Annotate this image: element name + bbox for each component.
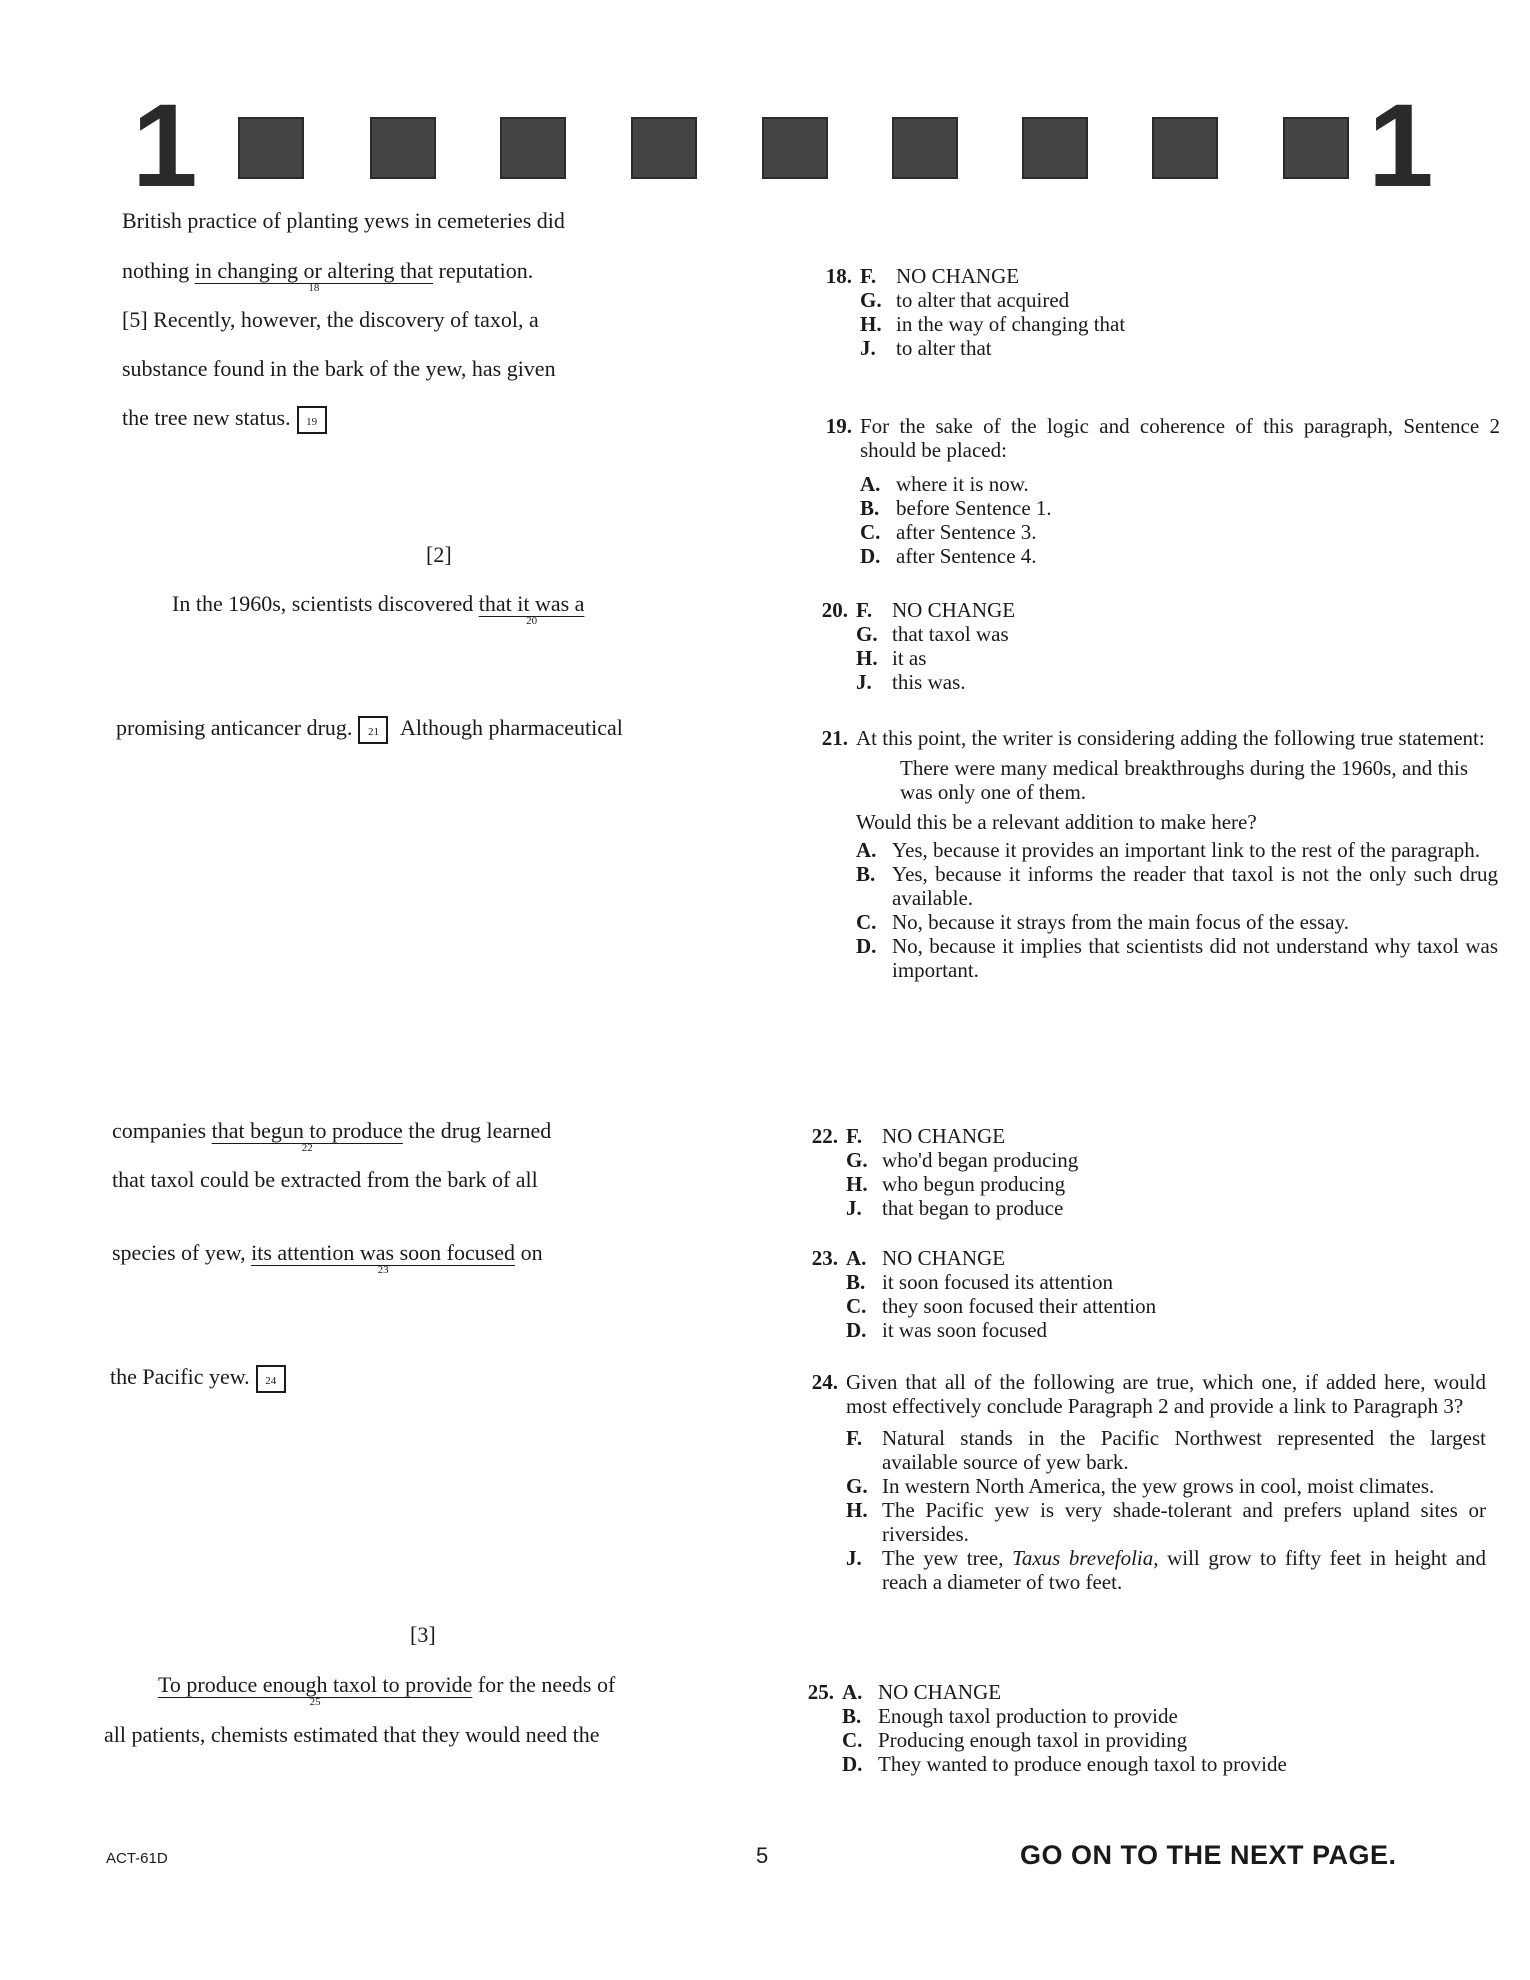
question-box-24[interactable]: 24 (256, 1365, 286, 1393)
header-square (1022, 117, 1088, 179)
answer-option[interactable]: D. No, because it implies that scientists did not understand why taxol was important. (856, 934, 1498, 982)
answer-option[interactable]: B. Yes, because it informs the reader that taxol is not the only such drug available. (856, 862, 1498, 910)
underline-number: 20 (526, 615, 538, 627)
header-square (1152, 117, 1218, 179)
question-number: 20. (821, 598, 848, 622)
passage-line: To produce enough taxol to provide 25 for the needs of (158, 1672, 616, 1708)
header-square (892, 117, 958, 179)
question-stem: At this point, the writer is considering adding the following true statement: (856, 726, 1485, 750)
answer-option[interactable]: F. NO CHANGE (856, 598, 1016, 622)
question-prompt: Would this be a relevant addition to make here? (856, 810, 1257, 834)
underline-number: 25 (309, 1696, 321, 1708)
header-square (238, 117, 304, 179)
answer-option[interactable]: J. The yew tree, Taxus brevefolia, will grow to fifty feet in height and reach a diameter of two feet. (846, 1546, 1487, 1594)
question-box-19[interactable]: 19 (297, 406, 327, 434)
underline-number: 23 (377, 1264, 389, 1276)
answer-option[interactable]: B. it soon focused its attention (846, 1270, 1113, 1294)
answer-option[interactable]: G. In western North America, the yew grows in cool, moist climates. (846, 1474, 1435, 1498)
passage-line: promising anticancer drug. 21 Although pharmaceutical (116, 715, 623, 744)
underlined-portion-20[interactable]: that it was a 20 (478, 591, 585, 627)
quoted-statement: There were many medical breakthroughs during the 1960s, and this was only one of them. (900, 756, 1468, 804)
answer-option[interactable]: J. that began to produce (846, 1196, 1064, 1220)
header-square (370, 117, 436, 179)
passage-line: British practice of planting yews in cemeteries did (122, 208, 565, 233)
question-number: 21. (821, 726, 848, 750)
answer-option[interactable]: B. Enough taxol production to provide (842, 1704, 1178, 1728)
passage-line: the tree new status. 19 (122, 405, 327, 434)
next-page-instruction: GO ON TO THE NEXT PAGE. (1020, 1840, 1397, 1870)
answer-option[interactable]: A. where it is now. (860, 472, 1029, 496)
header-square (1283, 117, 1349, 179)
answer-option[interactable]: G. that taxol was (856, 622, 1009, 646)
answer-option[interactable]: A. Yes, because it provides an important link to the rest of the paragraph. (856, 838, 1481, 862)
question-stem: Given that all of the following are true, which one, if added here, would most effectively conclude Paragraph 2 and provide a link to Paragraph 3? (846, 1370, 1486, 1418)
answer-option[interactable]: H. in the way of changing that (860, 312, 1126, 336)
header-square (631, 117, 697, 179)
underlined-portion-25[interactable]: To produce enough taxol to provide 25 (158, 1672, 473, 1708)
answer-option[interactable]: D. after Sentence 4. (860, 544, 1037, 568)
question-number: 18. (825, 264, 852, 288)
paragraph-label-3: [3] (410, 1622, 436, 1647)
answer-option[interactable]: C. after Sentence 3. (860, 520, 1037, 544)
answer-option[interactable]: H. The Pacific yew is very shade-tolerant and prefers upland sites or riversides. (846, 1498, 1486, 1546)
answer-option[interactable]: H. it as (856, 646, 927, 670)
question-number: 22. (811, 1124, 838, 1148)
underline-number: 22 (301, 1142, 313, 1154)
answer-option[interactable]: G. who'd began producing (846, 1148, 1079, 1172)
underline-number: 18 (308, 282, 320, 294)
answer-option[interactable]: F. NO CHANGE (846, 1124, 1006, 1148)
passage-line: all patients, chemists estimated that they would need the (104, 1722, 600, 1747)
passage-line: In the 1960s, scientists discovered that it was a 20 (172, 591, 585, 627)
answer-option[interactable]: J. this was. (856, 670, 966, 694)
underlined-portion-23[interactable]: its attention was soon focused 23 (251, 1240, 516, 1276)
answer-option[interactable]: F. NO CHANGE (860, 264, 1020, 288)
header-square (762, 117, 828, 179)
header-square (500, 117, 566, 179)
question-number: 19. (825, 414, 852, 438)
passage-line: substance found in the bark of the yew, has given (122, 356, 556, 381)
answer-option[interactable]: F. Natural stands in the Pacific Northwest represented the largest available source of yew bark. (846, 1426, 1486, 1474)
question-number: 24. (811, 1370, 838, 1394)
passage-line: nothing in changing or altering that 18 reputation. (122, 258, 534, 294)
answer-option[interactable]: D. it was soon focused (846, 1318, 1048, 1342)
answer-option[interactable]: J. to alter that (860, 336, 992, 360)
question-number: 23. (811, 1246, 838, 1270)
paragraph-label-2: [2] (426, 542, 452, 567)
passage-line: companies that begun to produce 22 the drug learned (112, 1118, 552, 1154)
answer-option[interactable]: G. to alter that acquired (860, 288, 1070, 312)
question-number: 25. (807, 1680, 834, 1704)
answer-option[interactable]: C. they soon focused their attention (846, 1294, 1157, 1318)
answer-option[interactable]: D. They wanted to produce enough taxol to provide (842, 1752, 1287, 1776)
passage-line: the Pacific yew. 24 (110, 1364, 286, 1393)
answer-option[interactable]: H. who begun producing (846, 1172, 1066, 1196)
answer-option[interactable]: A. NO CHANGE (842, 1680, 1002, 1704)
passage-line: species of yew, its attention was soon focused 23 on (112, 1240, 543, 1276)
underlined-portion-18[interactable]: in changing or altering that 18 (194, 258, 433, 294)
passage-line: [5] Recently, however, the discovery of taxol, a (122, 307, 539, 332)
question-box-21[interactable]: 21 (358, 716, 388, 744)
question-stem: For the sake of the logic and coherence of this paragraph, Sentence 2 should be placed: (860, 414, 1500, 462)
page-number: 5 (756, 1843, 769, 1868)
section-number-right: 1 (1368, 80, 1434, 212)
answer-option[interactable]: C. No, because it strays from the main focus of the essay. (856, 910, 1350, 934)
underlined-portion-22[interactable]: that begun to produce 22 (211, 1118, 403, 1154)
answer-option[interactable]: C. Producing enough taxol in providing (842, 1728, 1188, 1752)
passage-line: that taxol could be extracted from the bark of all (112, 1167, 538, 1192)
form-code: ACT-61D (106, 1850, 168, 1867)
answer-option[interactable]: A. NO CHANGE (846, 1246, 1006, 1270)
section-number-left: 1 (132, 80, 198, 212)
answer-option[interactable]: B. before Sentence 1. (860, 496, 1052, 520)
